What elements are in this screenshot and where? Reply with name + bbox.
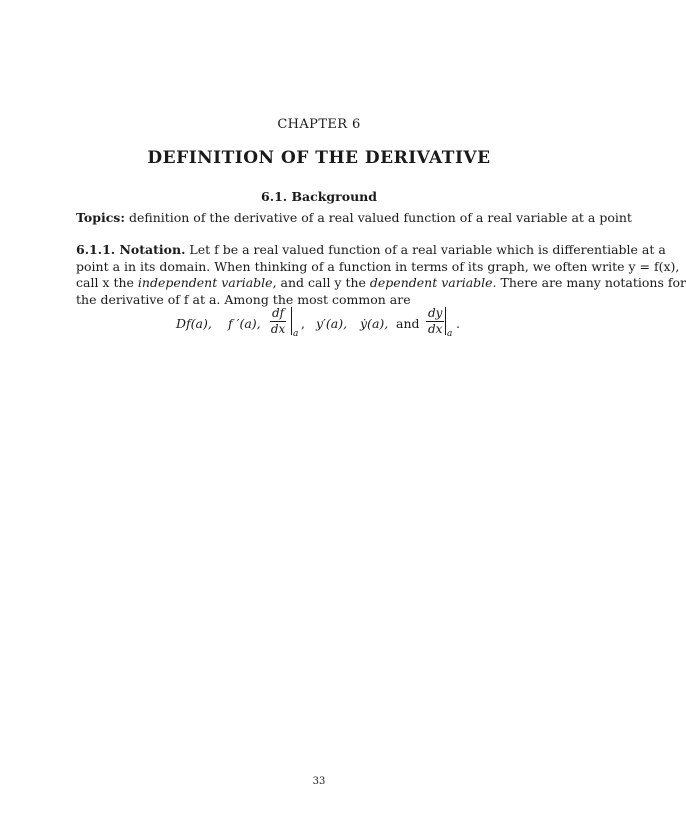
notation-fprime: f ′(a),	[228, 316, 261, 331]
topics-label: Topics:	[76, 210, 125, 225]
notation-line-1	[76, 242, 666, 259]
notation-df-dx-fraction	[270, 307, 286, 336]
evaluation-bar	[291, 307, 292, 335]
topics-line	[76, 210, 632, 226]
chapter-title: DEFINITION OF THE DERIVATIVE	[147, 148, 491, 168]
evaluation-bar	[445, 307, 446, 335]
notation-line-1-text: Let f be a real valued function of a real variable which is differentiable at a	[189, 242, 666, 257]
chapter-label: CHAPTER 6	[277, 117, 361, 132]
fraction-denominator: dx	[270, 322, 286, 336]
notation-line-3-part-b: , and call y the	[272, 275, 370, 290]
independent-variable-term: independent variable	[137, 275, 273, 290]
notation-line-3-part-c: . There are many notations for	[492, 275, 686, 290]
fraction-denominator: dx	[428, 322, 443, 336]
evaluation-subscript: a	[293, 329, 299, 339]
dependent-variable-term: dependent variable	[369, 275, 493, 290]
formula-period: .	[456, 316, 460, 331]
notation-Df: Df(a),	[176, 316, 212, 331]
notation-yprime: y′(a),	[316, 316, 348, 331]
notation-line-2: point a in its domain. When thinking of a function in terms of its graph, we often write y = f(x),	[76, 258, 680, 274]
notation-line-3	[76, 275, 686, 292]
notation-heading: 6.1.1. Notation.	[76, 242, 186, 257]
notation-dy-dx-fraction	[426, 307, 444, 336]
topics-text: definition of the derivative of a real valued function of a real variable at a point	[128, 210, 632, 225]
and-word: and	[396, 316, 420, 331]
separator-comma: ,	[301, 316, 305, 331]
notation-line-3-part-a: call x the	[76, 275, 138, 290]
fraction-numerator: dy	[428, 306, 443, 320]
page-number: 33	[312, 776, 326, 787]
fraction-numerator: df	[272, 306, 285, 320]
notation-ydot: ẏ(a),	[360, 316, 389, 331]
notation-paragraph	[76, 242, 686, 308]
evaluation-subscript: a	[447, 329, 453, 339]
section-heading: 6.1. Background	[261, 189, 377, 204]
notation-line-4: the derivative of f at a. Among the most common are	[76, 291, 411, 307]
